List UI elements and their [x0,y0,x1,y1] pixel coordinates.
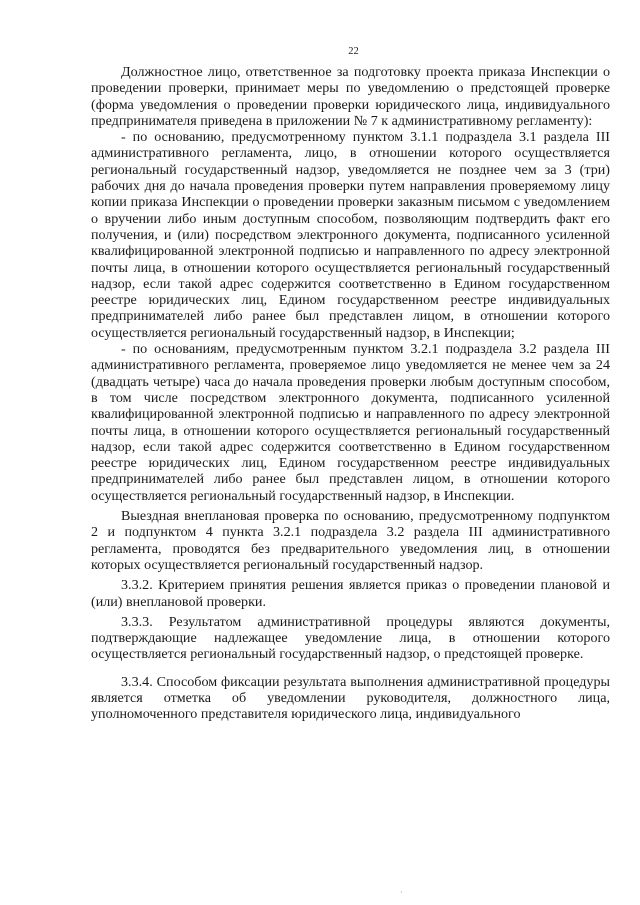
paragraph-3-3-2: 3.3.2. Критерием принятия решения является приказ о проведении плановой и (или) внеплановой проверки. [91,577,610,610]
footer-mark: · [400,888,403,897]
paragraph-3-3-3: 3.3.3. Результатом административной процедуры являются документы, подтверждающие надлежащее уведомление лица, в отношении которого осуществляется региональный государственный надзор, о предстоящей проверке. [91,613,610,663]
paragraph-3-3-4: 3.3.4. Способом фиксации результата выполнения административной процедуры является отметка об уведомлении руководителя, должностного лица, уполномоченного представителя юридического лица, индивидуального [91,673,610,723]
paragraph-bullet-planned-check: - по основанию, предусмотренному пунктом 3.1.1 подраздела 3.1 раздела III административного регламента, лицо, в отношении которого осуществляется региональный государственный надзор, уведомляется не позднее чем за 3 (три) рабочих дня до начала проведения проверки путем направления проверяемому лицу копии приказа Инспекции о проведении проверки заказным письмом с уведомлением о вручении либо иным доступным способом, позволяющим подтвердить факт его получения, и (или) посредством электронного документа, подписанного усиленной квалифицированной электронной подписью и направленного по адресу электронной почты лица, в отношении которого осуществляется региональный государственный надзор, если такой адрес содержится соответственно в Едином государственном реестре юридических лиц, Едином государственном реестре индивидуальных предпринимателей либо ранее был представлен лицом, в отношении которого осуществляется региональный государственный надзор, в Инспекции; [91,129,610,341]
paragraph-bullet-unplanned-check: - по основаниям, предусмотренным пунктом 3.2.1 подраздела 3.2 раздела III административного регламента, проверяемое лицо уведомляется не менее чем за 24 (двадцать четыре) часа до начала проведения проверки любым доступным способом, в том числе посредством электронного документа, подписанного усиленной квалифицированной электронной подписью и направленного по адресу электронной почты лица, в отношении которого осуществляется региональный государственный надзор, если такой адрес содержится соответственно в Едином государственном реестре юридических лиц, Едином государственном реестре индивидуальных предпринимателей либо ранее был представлен лицом, в отношении которого осуществляется региональный государственный надзор, в Инспекции. [91,341,610,504]
paragraph-notification-intro: Должностное лицо, ответственное за подготовку проекта приказа Инспекции о проведении проверки, принимает меры по уведомлению о предстоящей проверке (форма уведомления о проведении проверки юридического лица, индивидуального предпринимателя приведена в приложении № 7 к административному регламенту): [91,64,610,129]
document-page [91,46,610,723]
page-number: 22 [348,46,359,57]
paragraph-field-unscheduled-check: Выездная внеплановая проверка по основанию, предусмотренному подпунктом 2 и подпунктом 4 пункта 3.2.1 подраздела 3.2 раздела III административного регламента, проводятся без предварительного уведомления лиц, в отношении которых осуществляется региональный государственный надзор. [91,508,610,573]
